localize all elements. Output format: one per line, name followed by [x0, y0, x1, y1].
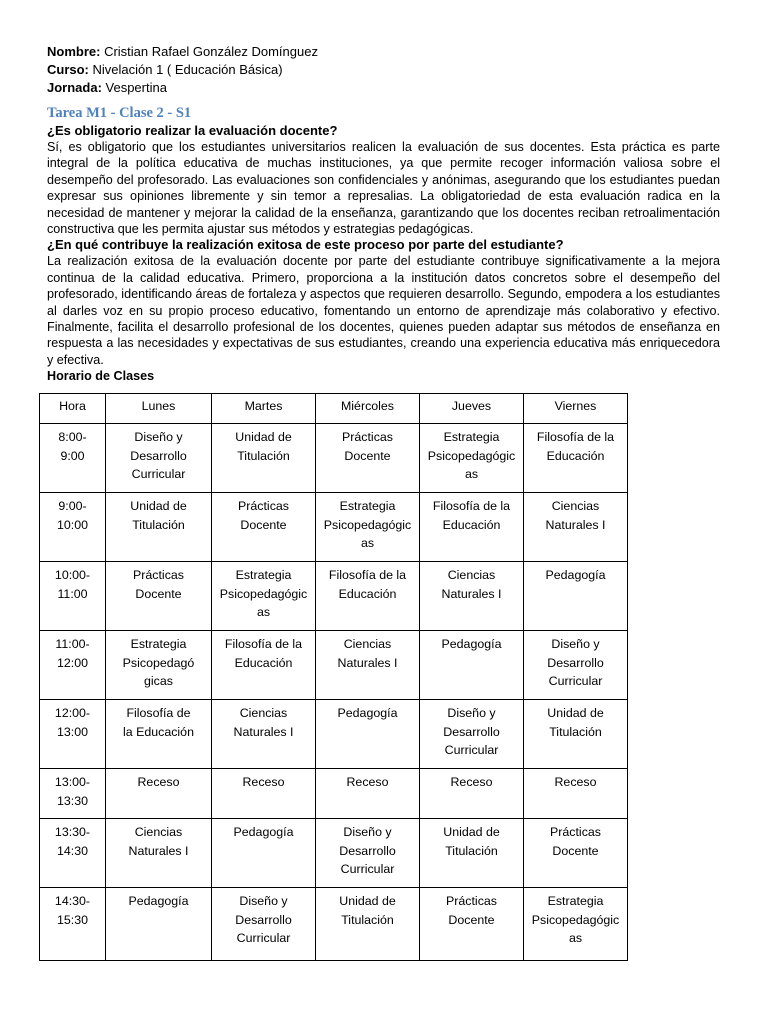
header-hora: Hora [40, 394, 106, 424]
name-label: Nombre: [47, 44, 101, 59]
shift-line [47, 79, 720, 97]
cell-viernes: Diseño y Desarrollo Curricular [524, 631, 628, 700]
cell-jueves: Estrategia Psicopedagógic as [420, 424, 524, 493]
cell-hour: 12:00- 13:00 [40, 700, 106, 769]
schedule-row [40, 493, 628, 562]
cell-martes: Estrategia Psicopedagógic as [212, 562, 316, 631]
cell-hour: 8:00- 9:00 [40, 424, 106, 493]
task-title: Tarea M1 - Clase 2 - S1 [47, 105, 192, 121]
cell-viernes: Ciencias Naturales I [524, 493, 628, 562]
cell-lunes: Prácticas Docente [106, 562, 212, 631]
cell-jueves: Filosofía de la Educación [420, 493, 524, 562]
schedule-row [40, 424, 628, 493]
course-value: Nivelación 1 ( Educación Básica) [88, 62, 283, 77]
schedule-heading: Horario de Clases [47, 369, 155, 384]
schedule-row [40, 631, 628, 700]
shift-label: Jornada: [47, 80, 102, 95]
cell-hour: 14:30- 15:30 [40, 888, 106, 961]
name-value: Cristian Rafael González Domínguez [100, 44, 318, 59]
cell-martes: Filosofía de la Educación [212, 631, 316, 700]
cell-lunes: Filosofía de la Educación [106, 700, 212, 769]
header-martes: Martes [212, 394, 316, 424]
schedule-row [40, 562, 628, 631]
cell-jueves: Receso [420, 769, 524, 819]
cell-lunes: Diseño y Desarrollo Curricular [106, 424, 212, 493]
question-2: ¿En qué contribuye la realización exitosa de este proceso por parte del estudiante? [47, 237, 564, 253]
cell-martes: Ciencias Naturales I [212, 700, 316, 769]
cell-lunes: Pedagogía [106, 888, 212, 961]
cell-miercoles: Prácticas Docente [316, 424, 420, 493]
answer-1: Sí, es obligatorio que los estudiantes universitarios realicen la evaluación de sus docentes. Esta práctica es parte integral de la política educativa de muchas instituciones, ya que permite recoger información valiosa sobre el desempeño del profesorado. Las evaluaciones son confidenciales y anónimas, asegurando que los estudiantes puedan expresar sus opiniones libremente y sin temor a represalias. La obligatoriedad de esta evaluación radica en la necesidad de mantener y mejorar la calidad de la enseñanza, garantizando que los docentes reciban retroalimentación constructiva que les permita ajustar sus métodos y estrategias pedagógicas. [47, 140, 720, 237]
question-1: ¿Es obligatorio realizar la evaluación docente? [47, 123, 338, 138]
schedule-table [39, 393, 628, 961]
schedule-row [40, 888, 628, 961]
cell-miercoles: Unidad de Titulación [316, 888, 420, 961]
cell-jueves: Unidad de Titulación [420, 819, 524, 888]
cell-miercoles: Ciencias Naturales I [316, 631, 420, 700]
cell-lunes: Ciencias Naturales I [106, 819, 212, 888]
cell-viernes: Pedagogía [524, 562, 628, 631]
cell-hour: 9:00- 10:00 [40, 493, 106, 562]
cell-hour: 10:00- 11:00 [40, 562, 106, 631]
schedule-row [40, 700, 628, 769]
cell-lunes: Estrategia Psicopedagó gicas [106, 631, 212, 700]
cell-martes: Receso [212, 769, 316, 819]
cell-jueves: Ciencias Naturales I [420, 562, 524, 631]
cell-martes: Prácticas Docente [212, 493, 316, 562]
cell-jueves: Diseño y Desarrollo Curricular [420, 700, 524, 769]
cell-viernes: Estrategia Psicopedagógic as [524, 888, 628, 961]
cell-miercoles: Estrategia Psicopedagógic as [316, 493, 420, 562]
cell-viernes: Filosofía de la Educación [524, 424, 628, 493]
document-page [47, 43, 720, 384]
answer-2: La realización exitosa de la evaluación docente por parte del estudiante contribuye significativamente a la mejora continua de la calidad educativa. Primero, proporciona a la institución datos concretos sobre el desempeño del profesorado, identificando áreas de fortaleza y aspectos que requieren desarrollo. Segundo, empodera a los estudiantes al darles voz en su propio proceso educativo, fomentando un entorno de aprendizaje más colaborativo y efectivo. Finalmente, facilita el desarrollo profesional de los docentes, quienes pueden adaptar sus métodos de enseñanza en respuesta a las necesidades y expectativas de sus estudiantes, creando una experiencia educativa más enriquecedora y efectiva. [47, 254, 720, 367]
cell-miercoles: Receso [316, 769, 420, 819]
cell-viernes: Unidad de Titulación [524, 700, 628, 769]
cell-hour: 13:30- 14:30 [40, 819, 106, 888]
cell-martes: Diseño y Desarrollo Curricular [212, 888, 316, 961]
course-label: Curso: [47, 62, 89, 77]
cell-hour: 13:00- 13:30 [40, 769, 106, 819]
cell-viernes: Receso [524, 769, 628, 819]
schedule-row [40, 819, 628, 888]
cell-viernes: Prácticas Docente [524, 819, 628, 888]
cell-lunes: Receso [106, 769, 212, 819]
course-line [47, 61, 720, 79]
schedule-row [40, 769, 628, 819]
shift-value: Vespertina [101, 80, 167, 95]
cell-miercoles: Pedagogía [316, 700, 420, 769]
cell-martes: Pedagogía [212, 819, 316, 888]
schedule-body [40, 424, 628, 961]
cell-miercoles: Diseño y Desarrollo Curricular [316, 819, 420, 888]
header-jueves: Jueves [420, 394, 524, 424]
schedule-header-row [40, 394, 628, 424]
header-lunes: Lunes [106, 394, 212, 424]
cell-jueves: Prácticas Docente [420, 888, 524, 961]
name-line [47, 43, 720, 61]
header-viernes: Viernes [524, 394, 628, 424]
cell-lunes: Unidad de Titulación [106, 493, 212, 562]
cell-miercoles: Filosofía de la Educación [316, 562, 420, 631]
cell-martes: Unidad de Titulación [212, 424, 316, 493]
cell-jueves: Pedagogía [420, 631, 524, 700]
header-miercoles: Miércoles [316, 394, 420, 424]
cell-hour: 11:00- 12:00 [40, 631, 106, 700]
